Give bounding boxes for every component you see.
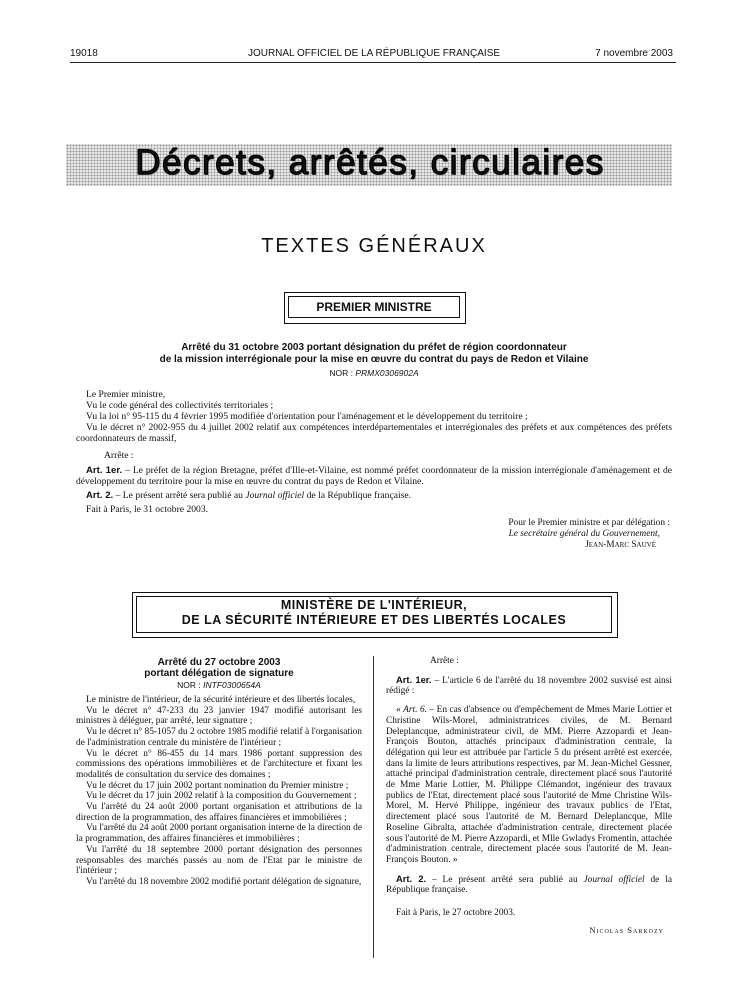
decree2-paragraph: Vu le décret du 17 juin 2002 portant nomination du Premier ministre ; [86,780,349,791]
art1-text: – Le préfet de la région Bretagne, préfet d'Ille-et-Vilaine, est nommé préfet coordonnateur de la mission interrégionale d'aménagement et de développement du territoire pour la mise en œuvre du contrat du pays de Redon et Vilaine. [76,465,673,487]
decree1-fait: Fait à Paris, le 31 octobre 2003. [86,504,209,515]
art2-text-a: – Le présent arrêté sera publié au [113,490,246,501]
decree1-article1 [76,465,672,487]
decree1-arrete: Arrête : [104,450,134,461]
section-title: TEXTES GÉNÉRAUX [261,235,487,257]
art1-label: Art. 1er. [86,465,123,476]
decree2-paragraph: Le ministre de l'intérieur, de la sécurité intérieure et des libertés locales, [86,695,356,705]
decree2-article1 [386,675,672,697]
header-rule [70,62,676,63]
d2-art2-journal: Journal officiel [583,874,645,885]
art2-label: Art. 2. [86,490,114,501]
art6-label: Art. 6. [403,705,427,716]
decree2-paragraph: Vu l'arrêté du 18 novembre 2002 modifié portant délégation de signature, [86,876,362,887]
decree2-paragraph: Vu l'arrêté du 24 août 2000 portant organisation et attributions de la direction de la programmation, des affaires financières et immobilières ; [76,802,362,823]
decree1-vu2: Vu la loi n° 95-115 du 4 février 1995 modifiée d'orientation pour l'aménagement et le développement du territoire ; [86,411,528,422]
ministry-premier-ministre: PREMIER MINISTRE [288,296,460,318]
decree2-nor [76,680,362,690]
d2-art1-label: Art. 1er. [396,673,432,685]
sig-name: Jean-Marc Sauvé [585,540,656,550]
decree1-minister: Le Premier ministre, [86,389,166,400]
decree2-title-line2: portant délégation de signature [144,668,294,679]
decree2-fait: Fait à Paris, le 27 octobre 2003. [396,908,516,919]
column-divider [373,656,374,958]
d2-art2-label: Art. 2. [396,872,427,884]
decree1-vu1: Vu le code général des collectivités territoriales ; [86,400,274,411]
decree2-title-line1: Arrêté du 27 octobre 2003 [157,657,281,668]
decree2-paragraph: Vu le décret n° 85-1057 du 2 octobre 1985 modifié relatif à l'organisation de l'administration centrale du ministère de l'intérieur ; [76,727,362,748]
sig-line2: Le secrétaire général du Gouvernement, [508,529,660,539]
d2-art1-text: – L'article 6 de l'arrêté du 18 novembre 2002 susvisé est ainsi rédigé : [386,675,672,697]
decree2-right-column [386,656,672,935]
nor-label: NOR : [329,368,356,378]
d2-art2-text-b: de la République française. [386,874,672,896]
art2-text-b: de la République française. [304,490,412,501]
decree2-paragraph: Vu l'arrêté du 24 août 2000 portant organisation interne de la direction de la programmation, des affaires financières et immobilières ; [76,823,362,845]
decree1-title-line2: de la mission interrégionale pour la mise en œuvre du contrat du pays de Redon et Vilaine [159,354,589,365]
ministry2-box [136,596,612,633]
decree1-vu3: Vu le décret n° 2002-955 du 4 juillet 2002 relatif aux compétences interdépartementales et interrégionales des préfets et aux compétences des préfets coordonnateurs de massif, [76,422,672,444]
art6-text: – En cas d'absence ou d'empêchement de Mmes Marie Lottier et Christine Wils-Morel, administratrices civiles, de M. Bernard Deleplancque, administrateur civil, de MM. Pierre Azzopardi et Jean-François Bouton, attachés principaux d'administration centrale, la délégation qui leur est attribuée par l'article 5 du présent arrêté est exercée, dans la limite de leurs attributions respectives, par M. Jean-Michel Gessner, attaché principal d'administration centrale, directement placé sous l'autorité de Mme Marie Lottier, M. Philippe Clémandot, ingénieur des travaux publics de l'Etat, directement placé sous l'autorité de Mme Christine Wils-Morel, M. Hervé Philippe, ingénieur des travaux publics de l'Etat, directement placé sous l'autorité de M. Bernard Deleplancque, Mlle Roseline Gibralta, attachée d'administration centrale, directement placée sous l'autorité de M. Pierre Azzopardi, et Mlle Gwladys Fromentin, attachée d'administration centrale, directement placée sous l'autorité de M. Jean-François Bouton. » [386,705,673,865]
ministry2-line1: MINISTÈRE DE L'INTÉRIEUR, [280,598,468,612]
ministry2-line2: DE LA SÉCURITÉ INTÉRIEURE ET DES LIBERTÉS LOCALES [181,613,567,627]
decree2-paragraph: Vu le décret n° 86-455 du 14 mars 1986 portant suppression des commissions des opérations immobilières et de l'architecture et fixant les modalités de consultation du service des domaines ; [76,748,362,780]
issue-date: 7 novembre 2003 [595,48,673,59]
decree1-article2 [76,490,672,501]
art6-quote: « [396,705,404,716]
sig-line1: Pour le Premier ministre et par délégation : [508,518,670,528]
decree1-body [76,389,672,515]
journal-title: JOURNAL OFFICIEL DE LA RÉPUBLIQUE FRANÇAISE [247,48,501,59]
decree2-signature: Nicolas Sarkozy [589,924,664,935]
decree2-left-column [76,695,362,888]
decree2-arrete: Arrête : [430,656,459,666]
d2-art2-text-a: – Le présent arrêté sera publié au [426,874,584,885]
art2-journal: Journal officiel [245,490,305,501]
nor-code-2: INTF0300654A [203,680,261,690]
decree2-paragraph: Vu le décret n° 47-233 du 23 janvier 1947 modifié autorisant les ministres à déléguer, par arrêté, leur signature ; [76,705,362,727]
nor-label-2: NOR : [177,680,204,690]
decree2-article6 [386,705,672,866]
decree2-paragraph: Vu l'arrêté du 18 septembre 2000 portant désignation des personnes responsables des marchés passés au nom de l'Etat par le ministre de l'intérieur ; [76,844,362,877]
decree2-article2 [386,874,672,896]
decree1-signature [370,518,670,551]
decree1-title-line1: Arrêté du 31 octobre 2003 portant désignation du préfet de région coordonnateur [181,342,567,353]
decree1-nor [0,368,748,378]
nor-code: PRMX0306902A [355,368,419,378]
decree2-paragraph: Vu le décret du 17 juin 2002 relatif à la composition du Gouvernement ; [86,791,357,802]
page-number: 19018 [70,48,98,59]
banner-title: Décrets, arrêtés, circulaires [135,143,605,182]
